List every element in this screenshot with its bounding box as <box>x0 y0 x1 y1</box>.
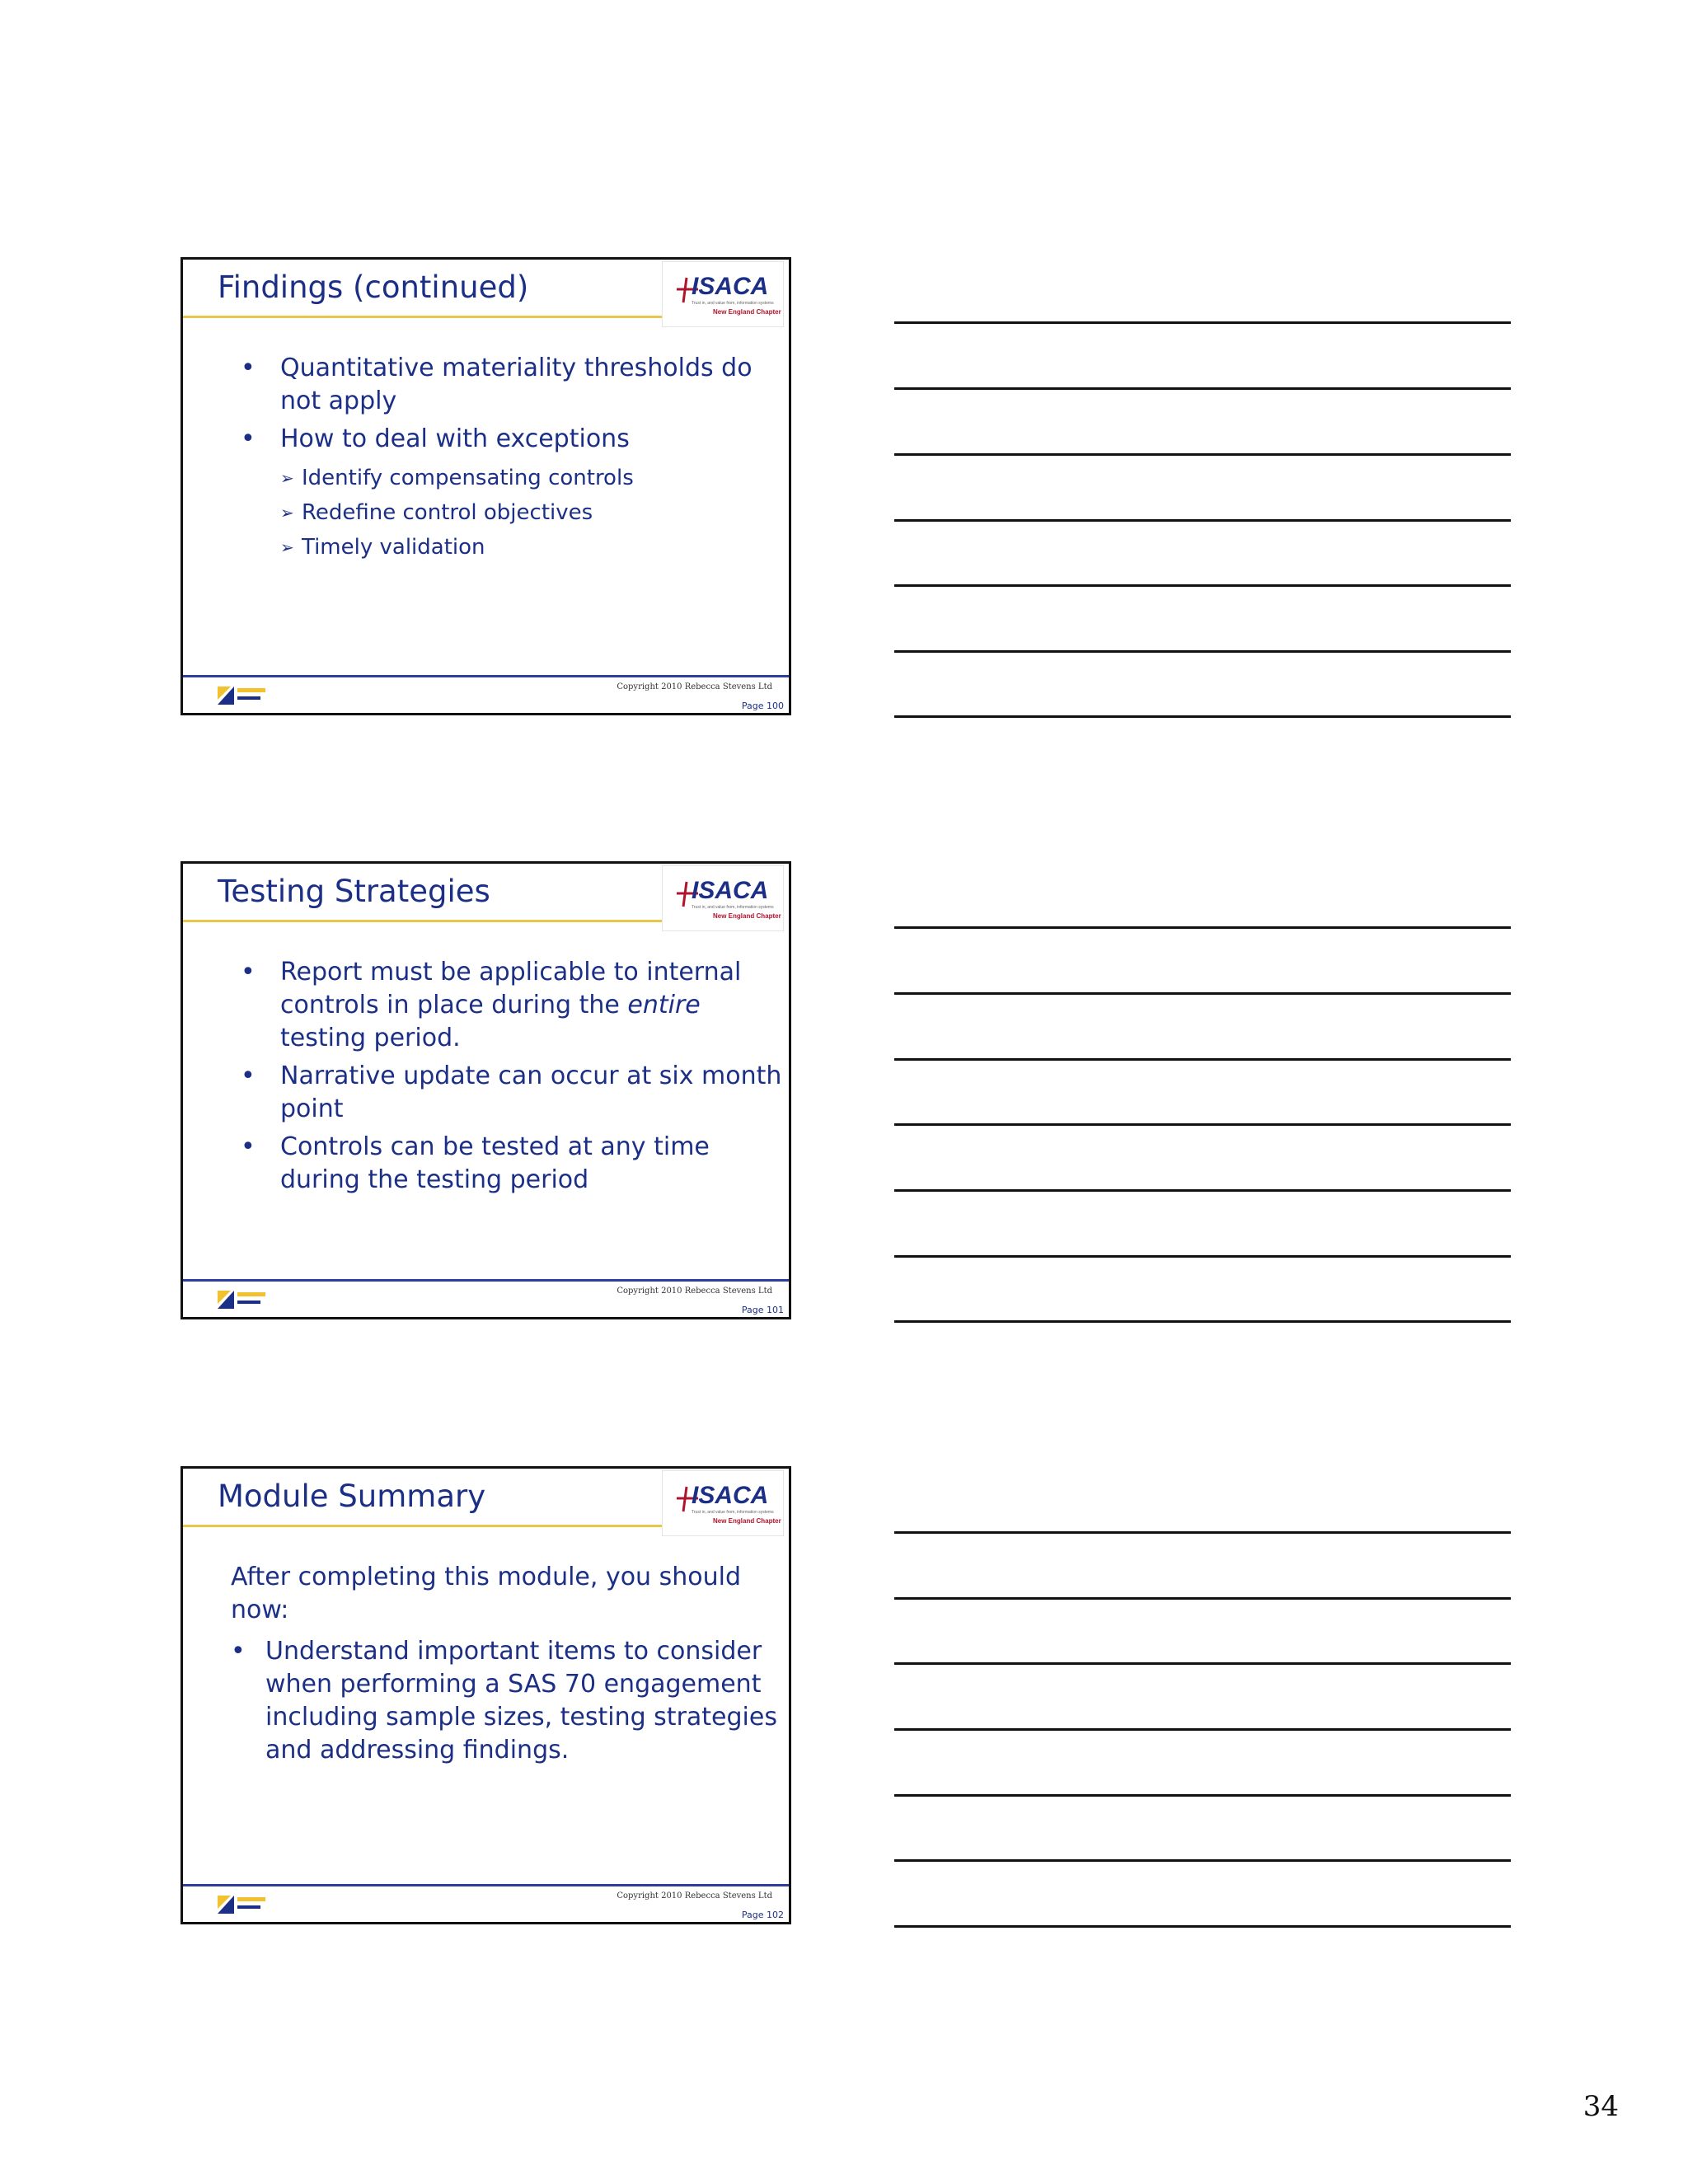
note-line <box>894 387 1511 390</box>
note-line <box>894 1255 1511 1258</box>
note-line <box>894 1728 1511 1731</box>
note-line <box>894 321 1511 324</box>
slide-title: Testing Strategies <box>218 874 490 909</box>
note-line <box>894 1058 1511 1061</box>
sub-list-item: ➢ Redefine control objectives <box>280 500 593 525</box>
note-line <box>894 519 1511 522</box>
logo-chapter: New England Chapter <box>713 912 781 920</box>
logo-tagline: Trust in, and value from, information systems <box>692 1510 774 1515</box>
list-item: • Controls can be tested at any time during the testing period <box>241 1132 710 1194</box>
title-rule <box>183 316 663 318</box>
sub-list-item: ➢ Timely validation <box>280 535 485 560</box>
slide-module-summary <box>181 1466 791 1924</box>
note-line <box>894 1123 1511 1126</box>
note-line <box>894 1662 1511 1665</box>
note-line <box>894 584 1511 587</box>
list-item: • How to deal with exceptions <box>241 424 630 453</box>
copyright: Copyright 2010 Rebecca Stevens Ltd <box>617 682 772 691</box>
isaca-logo-icon <box>662 261 784 327</box>
slide-title: Findings (continued) <box>218 269 529 305</box>
note-line <box>894 1925 1511 1928</box>
slide-page-number: Page 101 <box>741 1305 784 1315</box>
rebecca-stevens-logo-icon <box>216 1287 269 1310</box>
slide-page-number: Page 100 <box>741 701 784 711</box>
note-line <box>894 1859 1511 1862</box>
list-item: • Quantitative materiality thresholds do not apply <box>241 354 753 415</box>
slide-body <box>231 1561 782 1772</box>
isaca-logo-icon <box>662 1470 784 1536</box>
slide-title: Module Summary <box>218 1479 486 1514</box>
logo-chapter: New England Chapter <box>713 1517 781 1525</box>
note-line <box>894 1794 1511 1797</box>
logo-chapter: New England Chapter <box>713 308 781 316</box>
copyright: Copyright 2010 Rebecca Stevens Ltd <box>617 1891 772 1900</box>
copyright: Copyright 2010 Rebecca Stevens Ltd <box>617 1286 772 1296</box>
note-line <box>894 650 1511 653</box>
logo-brand: ISACA <box>692 273 769 300</box>
slide-findings-continued <box>181 257 791 715</box>
list-item: • Report must be applicable to internal controls in place during the entire testing period. <box>241 958 742 1052</box>
note-line <box>894 453 1511 456</box>
note-line <box>894 1189 1511 1192</box>
logo-brand: ISACA <box>692 877 769 904</box>
note-line <box>894 715 1511 718</box>
logo-brand: ISACA <box>692 1482 769 1509</box>
title-rule <box>183 1525 663 1527</box>
footer-rule <box>183 1279 789 1282</box>
slide-testing-strategies <box>181 861 791 1319</box>
sub-list-item: ➢ Identify compensating controls <box>280 466 634 490</box>
document-page-number: 34 <box>1582 2090 1619 2123</box>
title-rule <box>183 920 663 922</box>
rebecca-stevens-logo-icon <box>216 1892 269 1915</box>
slide-page-number: Page 102 <box>741 1910 784 1920</box>
note-line <box>894 1597 1511 1600</box>
note-line <box>894 992 1511 995</box>
logo-tagline: Trust in, and value from, information systems <box>692 301 774 306</box>
list-item: • Narrative update can occur at six month point <box>241 1062 782 1123</box>
rebecca-stevens-logo-icon <box>216 683 269 706</box>
footer-rule <box>183 675 789 677</box>
list-item: • Understand important items to consider when performing a SAS 70 engagement including sample sizes, testing strategies and addressing findings. <box>231 1637 777 1765</box>
logo-tagline: Trust in, and value from, information systems <box>692 905 774 910</box>
isaca-logo-icon <box>662 865 784 931</box>
note-line <box>894 926 1511 929</box>
footer-rule <box>183 1884 789 1886</box>
note-line <box>894 1320 1511 1323</box>
slide-body <box>241 956 782 1202</box>
lead-text: After completing this module, you should now: <box>231 1563 741 1624</box>
slide-body <box>241 352 782 565</box>
note-line <box>894 1531 1511 1534</box>
